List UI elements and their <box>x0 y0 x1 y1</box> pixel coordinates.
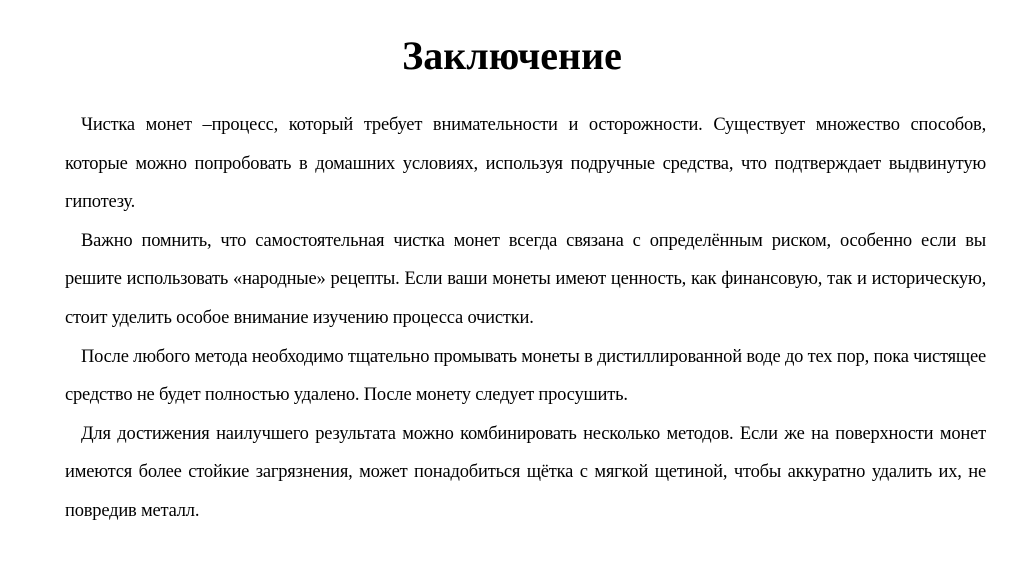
paragraph-4: Для достижения наилучшего результата можно комбинировать несколько методов. Если же на поверхности монет имеются более стойкие загрязнения, может понадобиться щётка с мягкой щетиной, чтобы аккуратно удалить их, не повредив металл. <box>65 423 986 521</box>
paragraph-1: Чистка монет –процесс, который требует внимательности и осторожности. Существует множество способов, которые можно попробовать в домашних условиях, используя подручные средства, что подтверждает выдвинутую гипотезу. <box>65 115 986 213</box>
slide-title: Заключение <box>402 33 622 78</box>
conclusion-text <box>65 106 986 531</box>
paragraph-2: Важно помнить, что самостоятельная чистка монет всегда связана с определённым риском, особенно если вы решите использовать «народные» рецепты. Если ваши монеты имеют ценность, как финансовую, так и историческую, стоит уделить особое внимание изучению процесса очистки. <box>65 230 986 328</box>
paragraph-3: После любого метода необходимо тщательно промывать монеты в дистиллированной воде до тех пор, пока чистящее средство не будет полностью удалено. После монету следует просушить. <box>65 346 986 406</box>
